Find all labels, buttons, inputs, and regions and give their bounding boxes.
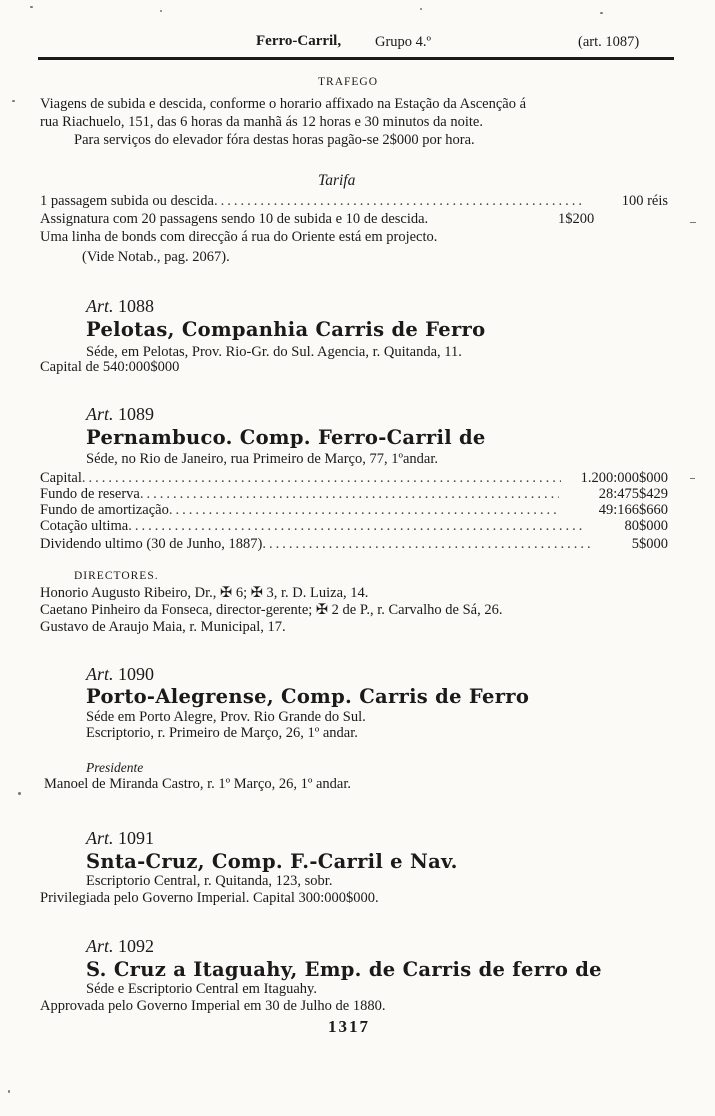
- print-speck: [18, 792, 21, 795]
- art-1091-company-name: Snta-Cruz, Comp. F.-Carril e Nav.: [86, 850, 458, 873]
- trafego-line-3: Para serviços do elevador fóra destas horas pagão-se 2$000 por hora.: [74, 132, 475, 148]
- art-1090-heading: [86, 664, 154, 685]
- tarifa-row-passagem: [40, 193, 668, 210]
- dot-leader: [262, 536, 591, 553]
- finance-label: Dividendo ultimo (30 de Junho, 1887): [40, 536, 263, 552]
- art-1089-sede: Séde, no Rio de Janeiro, rua Primeiro de Março, 77, 1ºandar.: [86, 451, 439, 467]
- art-label: Art.: [86, 404, 114, 424]
- presidente-line: Manoel de Miranda Castro, r. 1º Março, 26, 1º andar.: [44, 776, 351, 792]
- tarifa-row-label: 1 passagem subida ou descida: [40, 193, 214, 209]
- print-speck: [12, 100, 15, 102]
- art-1092-heading: [86, 936, 154, 957]
- trafego-line-2: rua Riachuelo, 151, das 6 horas da manhã ás 12 horas e 30 minutos da noite.: [40, 114, 483, 130]
- print-speck: [420, 8, 422, 10]
- finance-value: 49:166$660: [598, 502, 668, 518]
- page-number: 1317: [328, 1017, 370, 1036]
- art-1090-escriptorio: Escriptorio, r. Primeiro de Março, 26, 1º andar.: [86, 725, 358, 741]
- finance-value: 80$000: [624, 518, 668, 534]
- art-1089-heading: [86, 404, 154, 425]
- art-1088-sede: Séde, em Pelotas, Prov. Rio-Gr. do Sul. Agencia, r. Quitanda, 11.: [86, 344, 462, 360]
- art-number: 1089: [118, 404, 155, 424]
- tarifa-heading: Tarifa: [318, 172, 356, 189]
- finance-value: 5$000: [631, 536, 668, 552]
- trafego-line-1: Viagens de subida e descida, conforme o horario affixado na Estação da Ascenção á: [40, 96, 527, 112]
- art-number: 1091: [118, 828, 155, 848]
- art-number: 1092: [118, 936, 155, 956]
- dot-leader: [214, 193, 582, 210]
- finance-row-reserva: [40, 486, 668, 503]
- trafego-heading: TRAFEGO: [318, 76, 379, 88]
- tarifa-row-value: 100 réis: [621, 193, 668, 209]
- dot-leader: [169, 502, 559, 519]
- art-label: Art.: [86, 296, 114, 316]
- presidente-heading: Presidente: [86, 760, 144, 775]
- finance-label: Capital: [40, 470, 82, 486]
- tarifa-line-vide: (Vide Notab., pag. 2067).: [82, 249, 230, 265]
- art-1088-company-name: Pelotas, Companhia Carris de Ferro: [86, 318, 486, 341]
- art-1091-heading: [86, 828, 154, 849]
- header-rule: [38, 57, 674, 60]
- art-label: Art.: [86, 936, 114, 956]
- tarifa-row-assignatura-value: 1$200: [558, 211, 595, 227]
- art-1089-company-name: Pernambuco. Comp. Ferro-Carril de: [86, 426, 486, 449]
- running-header-art-ref: (art. 1087): [578, 34, 640, 50]
- running-header-title: Ferro-Carril,: [256, 33, 342, 49]
- art-1091-escriptorio: Escriptorio Central, r. Quitanda, 123, sobr.: [86, 873, 333, 889]
- print-speck: [30, 6, 33, 8]
- art-1091-privilegiada: Privilegiada pelo Governo Imperial. Capital 300:000$000.: [40, 890, 379, 906]
- finance-label: Cotação ultima: [40, 518, 129, 534]
- art-number: 1088: [118, 296, 155, 316]
- art-label: Art.: [86, 828, 114, 848]
- finance-value: 1.200:000$000: [580, 470, 668, 486]
- finance-label: Fundo de reserva: [40, 486, 140, 502]
- tarifa-row-assignatura: Assignatura com 20 passagens sendo 10 de subida e 10 de descida.: [40, 211, 429, 227]
- art-1088-capital: Capital de 540:000$000: [40, 359, 180, 375]
- directores-heading: DIRECTORES.: [74, 570, 159, 582]
- art-1092-sede: Séde e Escriptorio Central em Itaguahy.: [86, 981, 317, 997]
- finance-value: 28:475$429: [598, 486, 668, 502]
- art-1090-sede: Séde em Porto Alegre, Prov. Rio Grande do Sul.: [86, 709, 366, 725]
- finance-label: Fundo de amortização: [40, 502, 169, 518]
- tarifa-line-bonds: Uma linha de bonds com direcção á rua do Oriente está em projecto.: [40, 229, 438, 245]
- director-line-1: Honorio Augusto Ribeiro, Dr., ✠ 6; ✠ 3, r. D. Luiza, 14.: [40, 585, 369, 601]
- art-1090-company-name: Porto-Alegrense, Comp. Carris de Ferro: [86, 685, 530, 708]
- running-header-group: Grupo 4.º: [375, 34, 432, 50]
- finance-row-capital: [40, 470, 668, 487]
- art-1092-company-name: S. Cruz a Itaguahy, Emp. de Carris de ferro de: [86, 958, 602, 981]
- print-speck: [690, 222, 696, 223]
- print-speck: [8, 1090, 10, 1093]
- dot-leader: [128, 518, 584, 535]
- art-1088-heading: [86, 296, 154, 317]
- art-label: Art.: [86, 664, 114, 684]
- director-line-2: Caetano Pinheiro da Fonseca, director-gerente; ✠ 2 de P., r. Carvalho de Sá, 26.: [40, 602, 503, 618]
- finance-row-dividendo: [40, 536, 668, 553]
- print-speck: [160, 10, 162, 12]
- print-speck: [690, 478, 695, 479]
- art-1092-approvada: Approvada pelo Governo Imperial em 30 de Julho de 1880.: [40, 998, 386, 1014]
- finance-row-cotacao: [40, 518, 668, 535]
- director-line-3: Gustavo de Araujo Maia, r. Municipal, 17.: [40, 619, 286, 635]
- dot-leader: [82, 470, 561, 487]
- print-speck: [600, 12, 603, 14]
- finance-row-amortizacao: [40, 502, 668, 519]
- art-number: 1090: [118, 664, 155, 684]
- dot-leader: [140, 486, 559, 503]
